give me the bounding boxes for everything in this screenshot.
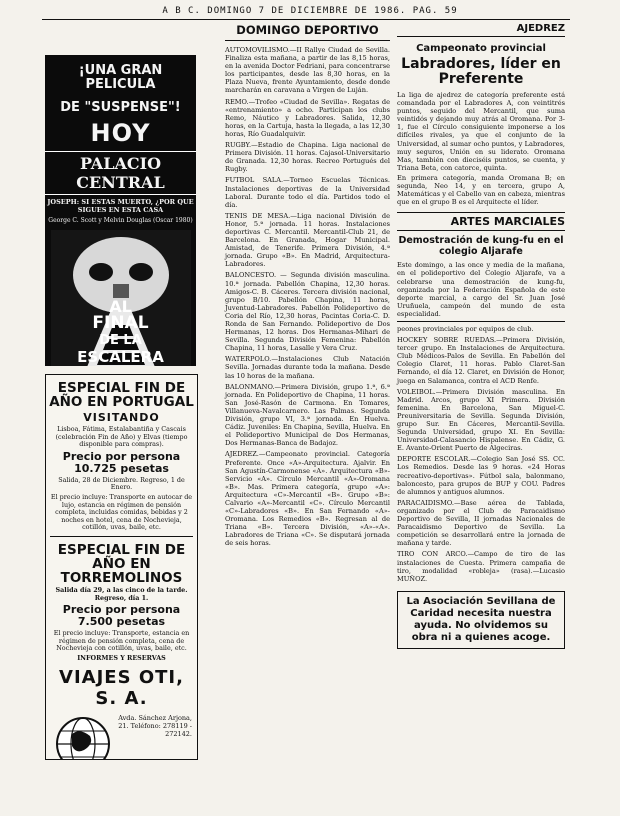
sports-ajedrez: AJEDREZ.—Campeonato provincial. Categoría Preferente. Once «A»-Arquitectura. Ajalvir. En San Agustín-Carmonense «A». Arquitectura «B»-Servicio «A». Círculo Mercantil «A»-Oromana «B». Mas. Primera categoría, grupo «A»: Arquitectura «C»-Mercantil «B». Grupo «B»: Calvario «A»-Mercantil «C». Círculo Mercantil «C»-Labradores «B». En San Fernando «A»-Oromana. Los Remedios «B». Regresan al de Triana «B». Tercera División, «A»-«A». Labradores de Triana «C». Se disputará jornada de seis horas. (225, 450, 390, 548)
torremolinos-title: ESPECIAL FIN DE AÑO EN TORREMOLINOS (57, 541, 186, 586)
travel-ad (45, 374, 198, 760)
sports-tenis-mesa: TENIS DE MESA.—Liga nacional División de Honor, 5.ª jornada. 11 horas. Instalaciones deportivas C. Mercantil. Mercantil-Club 21, de Barcelona. En Granada, Hogar Municipal. Amistad, de Tenerife. Primera División, 4.ª jornada. Grupo «B». En Madrid, Arquitectura-Labradores. (225, 211, 390, 269)
portugal-price: Precio por persona 10.725 pesetas (62, 449, 181, 475)
martial-body: Este domingo, a las once y media de la mañana, en el polideportivo del Colegio Aljarafe, va a celebrarse una demostración de kung-fu, organizada por la Federación Española de este deporte marcial, a cargo del Sr. Juan José Uruñuela, campeón del mundo de esta especialidad. (397, 261, 565, 318)
sports-waterpolo: WATERPOLO.—Instalaciones Club Natación Sevilla. Jornadas durante toda la mañana. Desde las 10 horas de la mañana. (225, 355, 390, 380)
poster-title-4: ESCALERA (77, 348, 164, 366)
martial-section-title: ARTES MARCIALES (397, 212, 565, 231)
sports-section-title: DOMINGO DEPORTIVO (225, 23, 390, 41)
poster-title-1: AL (109, 297, 132, 316)
travel-divider (50, 536, 193, 537)
cinema-name: PALACIO CENTRAL (45, 151, 196, 195)
sports-column (225, 23, 390, 548)
more-deporte-escolar: DEPORTE ESCOLAR.—Colegio San José SS. CC. Los Remedios. Desde las 9 horas. «24 Horas recreativo-deportivas». Fútbol sala, balonmano, baloncesto, para grupos de BUP y COU. Padres de alumnos y antiguos alumnos. (397, 455, 565, 496)
cinema-ad-hoy: HOY (90, 119, 151, 147)
poster-title-3: DE LA (99, 333, 142, 348)
poster-title-2: FINAL (92, 313, 149, 333)
portugal-includes: El precio incluye: Transporte en autocar de lujo, estancia en régimen de pensión completa, incluidas comidas, bebidas y 2 noches en hotel, cena de Nochevieja, cotillón, uvas, baile, etc. (50, 492, 193, 532)
chess-headline: Labradores, líder en Preferente (401, 56, 561, 87)
chess-section-title: AJEDREZ (397, 23, 565, 37)
sports-baloncesto: BALONCESTO. — Segunda división masculina. 10.ª jornada. Pabellón Chapina, 12,30 horas. Amigos-C. B. Cáceres. Tercera división nacional, grupo B/10. Pabellón Chapina, 11 horas, Juventud-Labradores. Pabellón Polideportivo de Coria del Río, 12,30 horas, Pacintas Coria-C. D. Ronda de San Fernando. Polideportivo de Dos Hermanas, 12 horas. Dos Hermanas-Mihari de Sevilla. Segunda División Femenina: Pabellón Chapina, 11 horas, Lasalle y Vera Cruz. (225, 271, 390, 353)
torremolinos-dates: Salida día 29, a las cinco de la tarde. Regreso, día 1. (55, 585, 188, 602)
header-rule (42, 19, 570, 20)
portugal-dates: Salida, 28 de Diciembre. Regreso, 1 de Enero. (58, 475, 185, 492)
film-title: JOSEPH: SI ESTAS MUERTO, ¿POR QUE SIGUES EN ESTA CASA (47, 198, 194, 214)
sports-futbol-sala: FUTBOL SALA.—Torneo Escuelas Técnicas. Instalaciones deportivas de la Universidad Laboral. Durante todo el día. Partidos todo el día. (225, 176, 390, 209)
torremolinos-price: Precio por persona 7.500 pesetas (62, 603, 181, 629)
sports-automovilismo: AUTOMOVILISMO.—II Rallye Ciudad de Sevilla. Finaliza esta mañana, a partir de las 8,15 horas, en la avenida Doctor Fedriani, para concentrarse los participantes, desde las 8,30 horas, en la Plaza Nueva, frente Ayuntamiento, desde donde marcharán en caravana a Virgen de Luján. (225, 46, 390, 95)
film-poster-art (51, 230, 191, 366)
portugal-title: ESPECIAL FIN DE AÑO EN PORTUGAL (49, 380, 194, 410)
more-paracaidismo: PARACAIDISMO.—Base aérea de Tablada, organizado por el Club de Paracaidismo Deportivo de Sevilla, II jornadas Nacionales de Paracaidismo Deportivo de Sevilla. La competición se desarrollará entre la jornada de mañana y tarde. (397, 498, 565, 548)
cinema-ad (45, 55, 196, 366)
more-hockey: HOCKEY SOBRE RUEDAS.—Primera División, tercer grupo. En Instalaciones de Arquitectura. Club Médicos-Palos de Sevilla. En Pabellón del Colegio Claret, 11 horas. Pablo Claret-San Fernando, el día 12. Claret, en División de Honor, juega en Salamanca, contra el ACD Renfe. (397, 336, 565, 385)
torremolinos-includes: El precio incluye: Transporte, estancia en régimen de pensión completa, cena de Nochevieja con cotillón, uvas, baile, etc. (53, 629, 190, 653)
chess-body: La liga de ajedrez de categoría preferente está comandada por el Labradores A, con veintitrés puntos, seguido del Mercantil, que suma veintidós y dejando muy atrás al Oromana. Por 3-1, fue el Círculo consiguiente imponerse a los difíciles rivales, ya que el conjunto de la Universidad, al sumar ocho puntos, y Labradores, muy seguros, Unión en su liderato. Oromana Mas, también con dieciséis puntos, se cuenta, y Triana Beta, con catorce, quinta. (397, 91, 565, 172)
sports-remo: REMO.—Trofeo «Ciudad de Sevilla». Regatas de «entrenamiento» a ocho. Participan los clubs Remo, Náutico y Labradores. Salida, 12,30 horas, en la Cartuja, hasta la llegada, a las 12,30 horas, Río Guadalquivir. (225, 97, 390, 138)
info-reservas: INFORMES Y RESERVAS (77, 653, 166, 662)
cinema-ad-line2: DE "SUSPENSE"! (60, 100, 181, 115)
more-tiro-arco: TIRO CON ARCO.—Campo de tiro de las instalaciones de Cuesta. Primera campaña de tiro, modalidad «robleja» (rasa).—Lucasio MUÑOZ. (397, 550, 565, 583)
sports-balonmano: BALONMANO.—Primera División, grupo 1.ª, 6.ª jornada. En Polideportivo de Chapina, 11 horas. San José-Rasón de Carmona. En Tomares, Villanueva-Navalcarnero. Las Palmas. Segunda División, grupo VI, 3.ª jornada. En Huelva. Cádiz. Juveniles: En Chapina, Sevilla, Huelva. En el Polideportivo Municipal de Dos Hermanas, Dos Hermanas-Banca de Badajoz. (225, 382, 390, 448)
portugal-cities: Lisboa, Fátima, Estalabantiña y Cascais (celebración Fin de Año) y Elvas (tiempo disponible para compras). (55, 425, 188, 449)
chess-body-2: En primera categoría, manda Oromana B; en segunda, Neo 14, y en tercera, grupo A, Matemáticas y el Cabello van en cabeza, mientras que en el grupo B es el Arquitecte el líder. (397, 173, 565, 207)
martial-headline: Demostración de kung-fu en el colegio Aljarafe (398, 235, 564, 258)
sports-rugby: RUGBY.—Estadio de Chapina. Liga nacional de Primera División. 11 horas. Cajasol-Universitario de Granada. 12,30 horas. Recreo Portugués del Rugby. (225, 141, 390, 174)
cinema-ad-line1: ¡UNA GRAN PELICULA (78, 63, 163, 92)
more-intro: peones provinciales por equipos de club. (397, 324, 534, 333)
visitando-label: VISITANDO (83, 411, 160, 424)
chess-title: Campeonato provincial (416, 43, 546, 54)
film-cast: George C. Scott y Melvin Douglas (Oscar 1980) (48, 217, 193, 224)
travel-address: Avda. Sánchez Arjona, 21. Teléfono: 278119 - 272142. (118, 713, 192, 738)
globe-logo (54, 714, 112, 761)
right-column (397, 23, 565, 649)
martial-divider (397, 321, 565, 322)
travel-brand: VIAJES OTI, S. A. (59, 666, 184, 709)
more-voleibol: VOLEIBOL.—Primera División masculina. En Madrid. Arcos, grupo XI Primera. División femenina. En Barcelona, San Miguel-C. Preuniversitaria de Sevilla. Segunda División, grupo Sur. En Cáceres, Mercantil-Sevilla. Segunda Universidad, grupo XI. En Sevilla: Universidad-Calasancio Hispalense. En Cádiz, G. E. Avante-Orient Puerto de Algeciras. (397, 387, 565, 453)
page-header: A B C. DOMINGO 7 DE DICIEMBRE DE 1986. PAG. 59 (162, 6, 458, 16)
charity-box: La Asociación Sevillana de Caridad necesita nuestra ayuda. No olvidemos su obra ni a quienes acoge. (397, 591, 565, 649)
